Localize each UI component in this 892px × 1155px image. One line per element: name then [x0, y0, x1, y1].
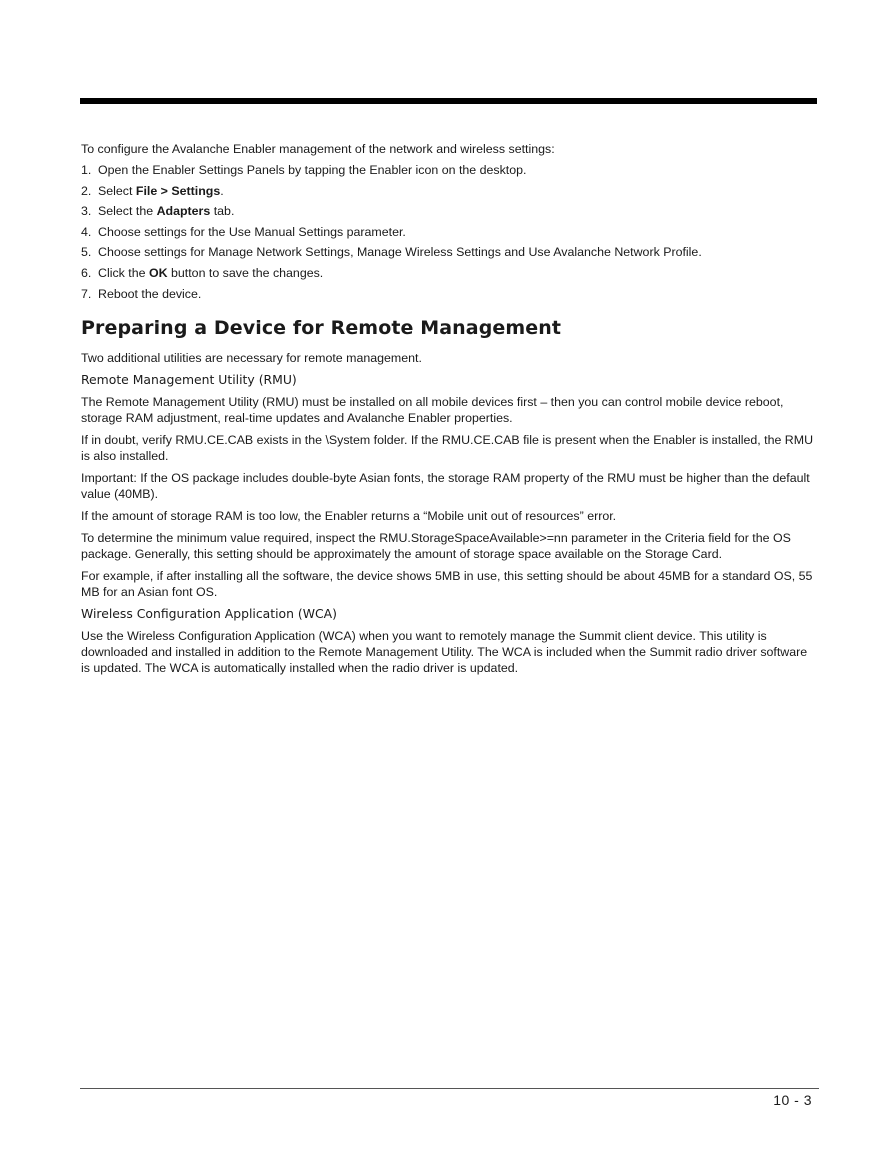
step-text-part: Select the	[98, 204, 157, 219]
step-text-part: button to save the changes.	[167, 265, 324, 280]
rmu-paragraph-6: For example, if after installing all the software, the device shows 5MB in use, this setting should be about 45MB for a standard OS, 55 MB for an Asian font OS.	[81, 568, 813, 599]
step-text-part: Choose settings for Manage Network Settings, Manage Wireless Settings and Use Avalanche Network Profile.	[98, 245, 702, 260]
step-item	[81, 203, 815, 219]
step-emphasis: Adapters	[156, 204, 211, 219]
step-text-part: Reboot the device.	[98, 286, 202, 301]
intro-paragraph: To configure the Avalanche Enabler management of the network and wireless settings:	[81, 142, 555, 156]
step-number: 7.	[81, 286, 92, 301]
rmu-paragraph-1: The Remote Management Utility (RMU) must be installed on all mobile devices first – then you can control mobile device reboot, storage RAM adjustment, real-time updates and Avalanche Enabler properties.	[81, 394, 784, 425]
step-text	[98, 265, 323, 281]
step-number: 1.	[81, 163, 92, 177]
wca-paragraph-1: Use the Wireless Configuration Application (WCA) when you want to remotely manage the Summit client device. This utility is downloaded and installed in addition to the Remote Management Utility. The WCA is included when the Summit radio driver software is updated. The WCA is automatically installed when the radio driver is updated.	[81, 628, 808, 675]
step-number: 6.	[81, 265, 92, 280]
step-item	[81, 183, 815, 199]
step-emphasis: OK	[148, 265, 168, 280]
step-text-part: tab.	[210, 204, 235, 219]
step-text	[98, 224, 406, 240]
step-text-part: Choose settings for the Use Manual Settings parameter.	[98, 224, 406, 239]
step-number: 2.	[81, 183, 92, 198]
rmu-paragraph-2: If in doubt, verify RMU.CE.CAB exists in the \System folder. If the RMU.CE.CAB file is present when the Enabler is installed, the RMU is also installed.	[81, 432, 814, 463]
page-content	[81, 141, 815, 682]
footer-rule	[80, 1088, 819, 1089]
section-title: Preparing a Device for Remote Management	[81, 316, 562, 339]
step-item	[81, 244, 815, 260]
header-rule	[80, 98, 817, 104]
step-item	[81, 224, 815, 240]
step-text-part: .	[220, 183, 224, 198]
step-item	[81, 162, 815, 178]
section-intro-paragraph: Two additional utilities are necessary for remote management.	[81, 350, 422, 365]
step-number: 5.	[81, 245, 92, 260]
steps-list	[81, 162, 815, 302]
step-number: 3.	[81, 204, 92, 219]
page-number: 10 - 3	[773, 1092, 812, 1108]
step-item	[81, 286, 815, 302]
step-emphasis: File > Settings	[135, 183, 221, 198]
step-item	[81, 265, 815, 281]
step-text	[98, 162, 526, 178]
step-text-part: Select	[98, 183, 136, 198]
step-text	[98, 183, 224, 199]
step-text-part: Click the	[98, 265, 149, 280]
rmu-paragraph-5: To determine the minimum value required, inspect the RMU.StorageSpaceAvailable>=nn parameter in the Criteria field for the OS package. Generally, this setting should be approximately the amount of storage space available on the Storage Card.	[81, 530, 791, 561]
rmu-paragraph-4: If the amount of storage RAM is too low, the Enabler returns a “Mobile unit out of resources” error.	[81, 508, 617, 523]
step-number: 4.	[81, 224, 92, 239]
step-text-part: Open the Enabler Settings Panels by tapping the Enabler icon on the desktop.	[98, 163, 527, 177]
step-text	[98, 286, 201, 302]
rmu-heading: Remote Management Utility (RMU)	[81, 371, 297, 387]
step-text	[98, 203, 234, 219]
wca-heading: Wireless Configuration Application (WCA)	[81, 605, 337, 621]
rmu-paragraph-3: Important: If the OS package includes double-byte Asian fonts, the storage RAM property of the RMU must be higher than the default value (40MB).	[81, 470, 810, 501]
step-text	[98, 244, 702, 260]
